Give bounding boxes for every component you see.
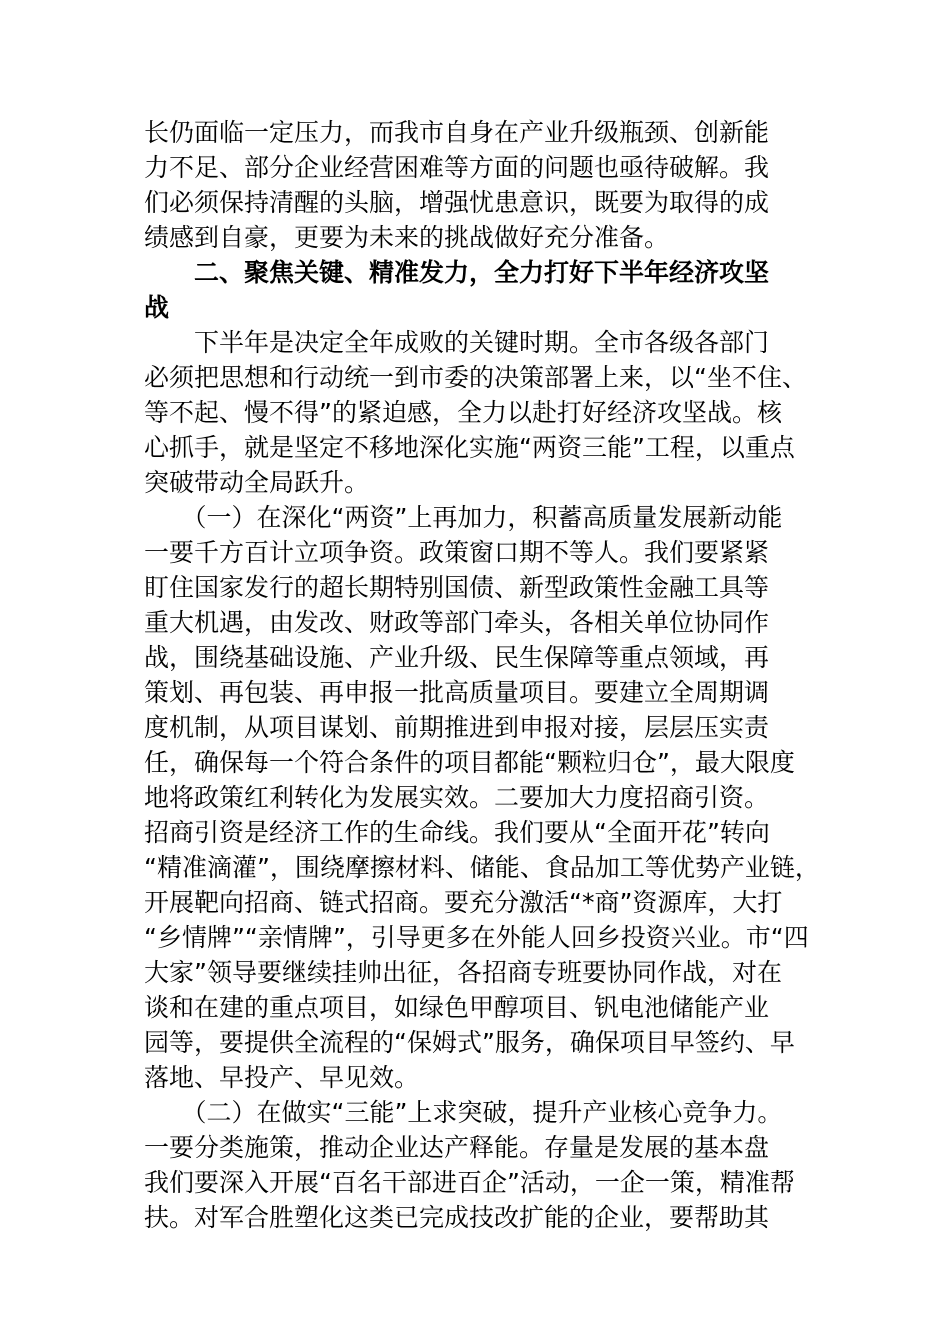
body-line-18: 度机制，从项目谋划、前期推进到申报对接，层层压实责 <box>144 713 770 742</box>
body-line-7: 下半年是决定全年成败的关键时期。全市各级各部门 <box>144 328 770 357</box>
body-line-30: 一要分类施策，推动企业达产释能。存量是发展的基本盘 <box>144 1133 770 1162</box>
body-line-2: 力不足、部分企业经营困难等方面的问题也亟待破解。我 <box>144 153 770 182</box>
body-line-25: 大家”领导要继续挂帅出征，各招商专班要协同作战，对在 <box>144 958 782 987</box>
body-line-16: 战，围绕基础设施、产业升级、民生保障等重点领域，再 <box>144 643 770 672</box>
body-line-3: 们必须保持清醒的头脑，增强忧患意识，既要为取得的成 <box>144 188 770 217</box>
body-line-26: 谈和在建的重点项目，如绿色甲醇项目、钒电池储能产业 <box>144 993 770 1022</box>
body-line-20: 地将政策红利转化为发展实效。二要加大力度招商引资。 <box>144 783 770 812</box>
body-line-4: 绩感到自豪，更要为未来的挑战做好充分准备。 <box>144 223 670 252</box>
section-heading-2-cont: 战 <box>144 293 170 322</box>
body-line-1: 长仍面临一定压力，而我市自身在产业升级瓶颈、创新能 <box>144 118 770 147</box>
body-line-27: 园等，要提供全流程的“保姆式”服务，确保项目早签约、早 <box>144 1028 795 1057</box>
document-body <box>144 115 820 1235</box>
body-line-14: 盯住国家发行的超长期特别国债、新型政策性金融工具等 <box>144 573 770 602</box>
subsection-heading-1: （一）在深化“两资”上再加力，积蓄高质量发展新动能 <box>144 503 783 532</box>
section-heading-2: 二、聚焦关键、精准发力，全力打好下半年经济攻坚 <box>144 258 770 287</box>
body-line-11: 突破带动全局跃升。 <box>144 468 370 497</box>
body-line-10: 心抓手，就是坚定不移地深化实施“两资三能”工程，以重点 <box>144 433 795 462</box>
body-line-32: 扶。对军合胜塑化这类已完成技改扩能的企业，要帮助其 <box>144 1203 770 1232</box>
body-line-24: “乡情牌”“亲情牌”，引导更多在外能人回乡投资兴业。市“四 <box>144 923 809 952</box>
body-line-17: 策划、再包装、再申报一批高质量项目。要建立全周期调 <box>144 678 770 707</box>
body-line-28: 落地、早投产、早见效。 <box>144 1063 420 1092</box>
body-line-8: 必须把思想和行动统一到市委的决策部署上来，以“坐不住、 <box>144 363 807 392</box>
body-line-21: 招商引资是经济工作的生命线。我们要从“全面开花”转向 <box>144 818 770 847</box>
body-line-23: 开展靶向招商、链式招商。要充分激活“*商”资源库，大打 <box>144 888 783 917</box>
subsection-heading-2: （二）在做实“三能”上求突破，提升产业核心竞争力。 <box>144 1098 783 1127</box>
body-line-19: 任，确保每一个符合条件的项目都能“颗粒归仓”，最大限度 <box>144 748 795 777</box>
body-line-15: 重大机遇，由发改、财政等部门牵头，各相关单位协同作 <box>144 608 770 637</box>
body-line-13: 一要千方百计立项争资。政策窗口期不等人。我们要紧紧 <box>144 538 770 567</box>
body-line-22: “精准滴灌”，围绕摩擦材料、储能、食品加工等优势产业链， <box>144 853 820 882</box>
body-line-9: 等不起、慢不得”的紧迫感，全力以赴打好经济攻坚战。核 <box>144 398 782 427</box>
body-line-31: 我们要深入开展“百名干部进百企”活动，一企一策，精准帮 <box>144 1168 795 1197</box>
